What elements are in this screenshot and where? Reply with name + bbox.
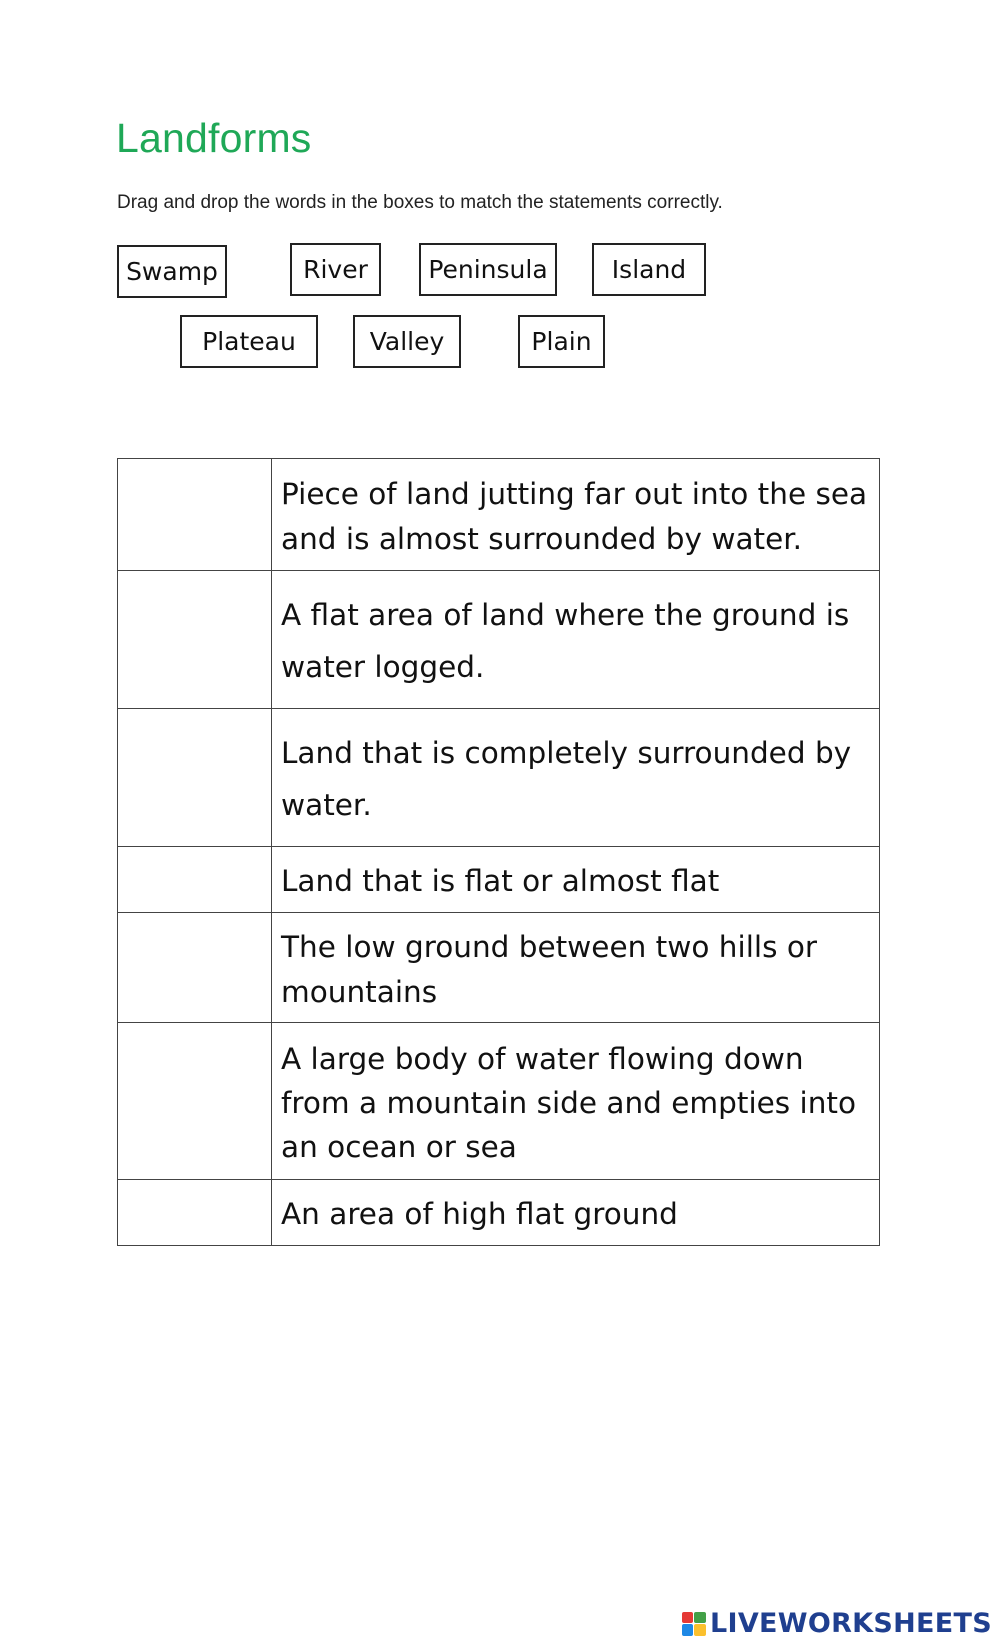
drop-zone-2[interactable] xyxy=(118,571,272,709)
table-row xyxy=(118,459,880,571)
statement-text: The low ground between two hills or mountains xyxy=(272,913,880,1023)
drop-zone-7[interactable] xyxy=(118,1180,272,1246)
word-swamp[interactable]: Swamp xyxy=(117,245,227,298)
logo-square-yellow xyxy=(694,1624,706,1636)
drop-zone-3[interactable] xyxy=(118,709,272,847)
drop-zone-5[interactable] xyxy=(118,913,272,1023)
drop-zone-6[interactable] xyxy=(118,1023,272,1180)
statement-text: A large body of water flowing down from a mountain side and empties into an ocean or sea xyxy=(272,1023,880,1180)
statement-text: Land that is flat or almost flat xyxy=(272,847,880,913)
logo-square-red xyxy=(682,1612,694,1624)
liveworksheets-logo-icon xyxy=(682,1612,706,1636)
table-row xyxy=(118,1023,880,1180)
table-row xyxy=(118,709,880,847)
instructions-text: Drag and drop the words in the boxes to match the statements correctly. xyxy=(117,192,723,213)
drop-zone-1[interactable] xyxy=(118,459,272,571)
statement-text: An area of high flat ground xyxy=(272,1180,880,1246)
word-river[interactable]: River xyxy=(290,243,381,296)
matching-table xyxy=(117,458,880,1246)
statement-text: Piece of land jutting far out into the sea and is almost surrounded by water. xyxy=(272,459,880,571)
word-plateau[interactable]: Plateau xyxy=(180,315,318,368)
table-row xyxy=(118,913,880,1023)
page-title: Landforms xyxy=(116,115,312,161)
logo-square-green xyxy=(694,1612,706,1624)
word-peninsula[interactable]: Peninsula xyxy=(419,243,557,296)
word-valley[interactable]: Valley xyxy=(353,315,461,368)
word-plain[interactable]: Plain xyxy=(518,315,605,368)
logo-square-blue xyxy=(682,1624,694,1636)
statement-text: Land that is completely surrounded by water. xyxy=(272,709,880,847)
liveworksheets-brand[interactable] xyxy=(682,1608,992,1639)
drop-zone-4[interactable] xyxy=(118,847,272,913)
table-row xyxy=(118,1180,880,1246)
statement-text: A flat area of land where the ground is water logged. xyxy=(272,571,880,709)
table-row xyxy=(118,847,880,913)
brand-name: LIVEWORKSHEETS xyxy=(709,1608,992,1639)
word-island[interactable]: Island xyxy=(592,243,706,296)
table-row xyxy=(118,571,880,709)
